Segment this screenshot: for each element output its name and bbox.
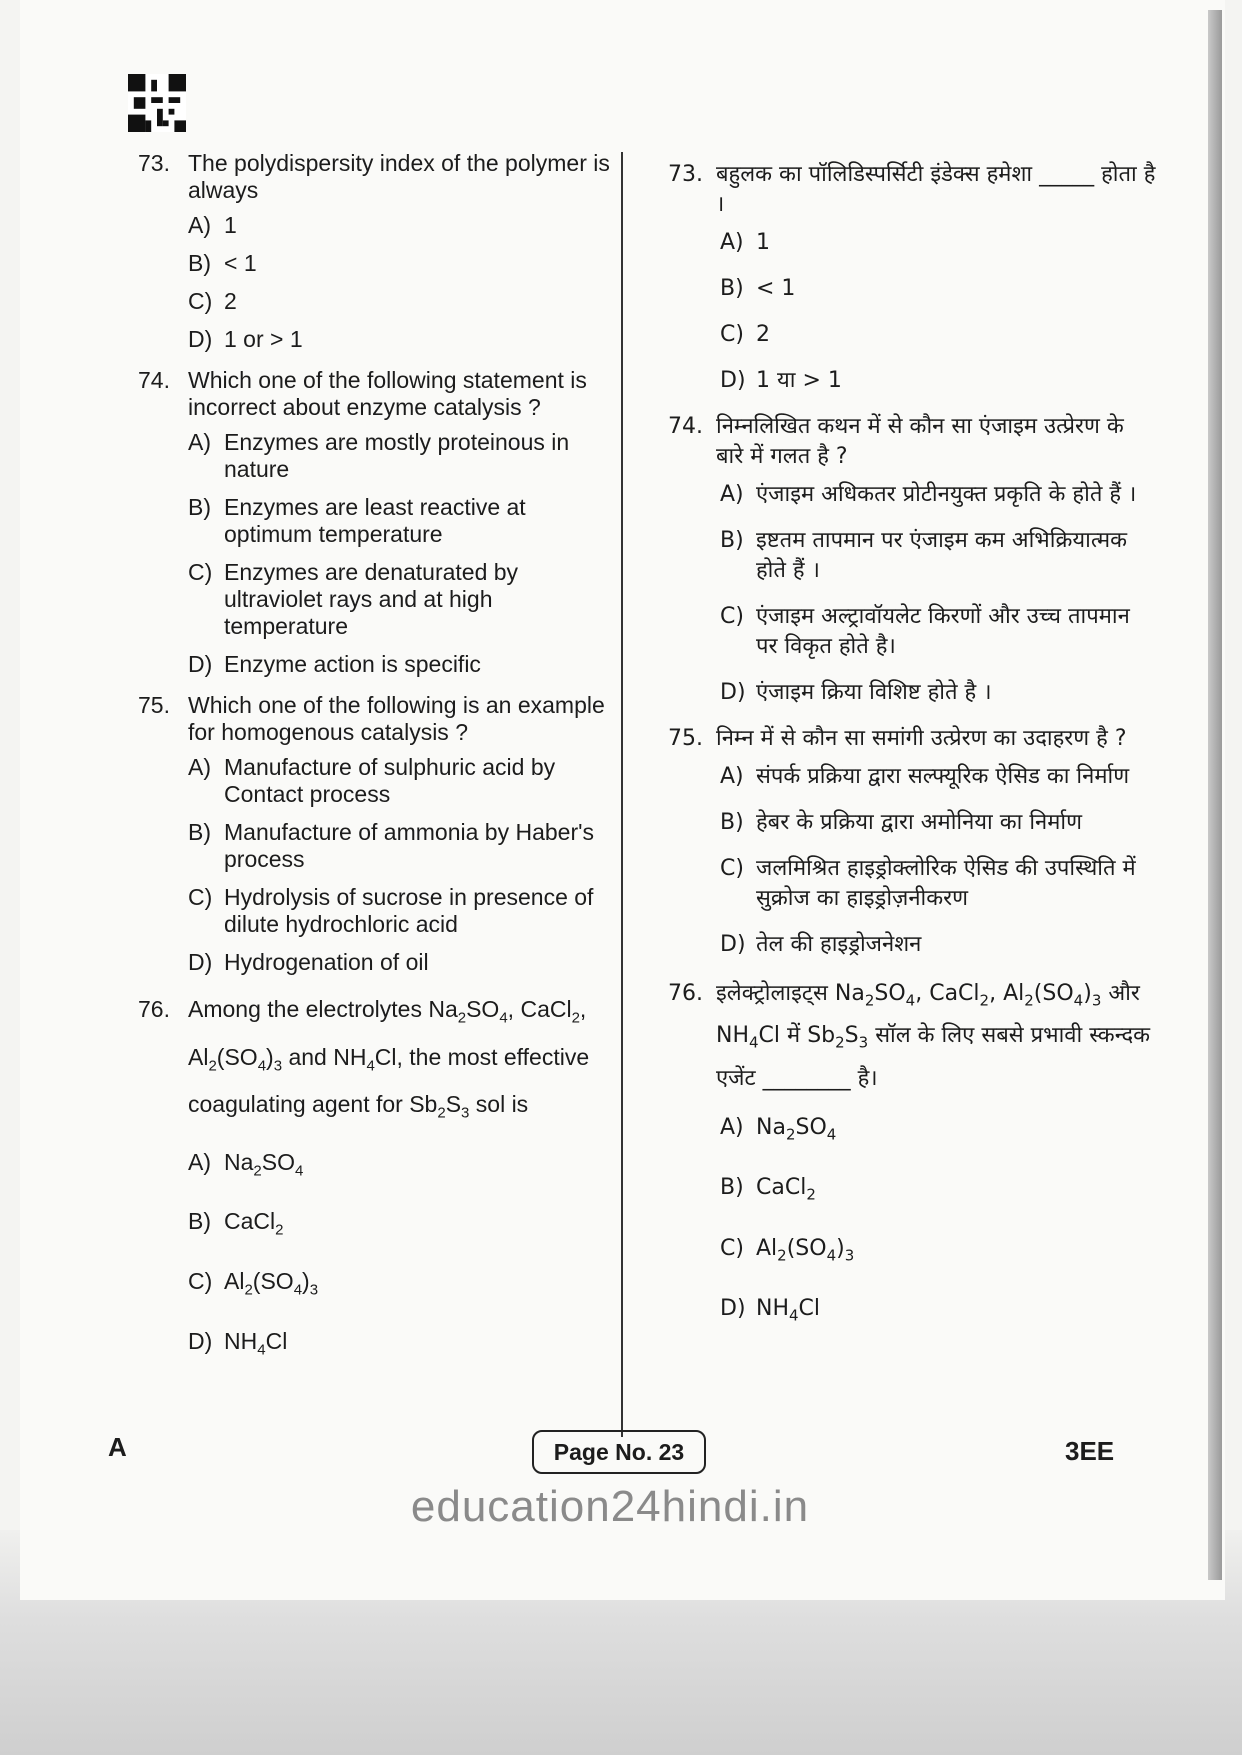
option-text: हेबर के प्रक्रिया द्वारा अमोनिया का निर्माण <box>756 810 1083 835</box>
option-text: इष्टतम तापमान पर एंजाइम कम अभिक्रियात्मक होते हैं । <box>756 528 1128 583</box>
option-letter: C) <box>188 559 213 585</box>
formula-cacl2: CaCl$_2$ <box>756 1175 816 1204</box>
option-d <box>720 678 1158 708</box>
question-text: The polydispersity index of the polymer is always <box>188 150 610 203</box>
formula-al2so43: $Al_2(SO_4)_3$ <box>1003 981 1102 1010</box>
option-d <box>188 326 618 353</box>
option-text: < 1 <box>224 250 257 276</box>
option-a <box>188 1149 618 1185</box>
option-a <box>188 212 618 239</box>
option-d <box>720 1294 1158 1330</box>
option-d <box>188 949 618 976</box>
option-text: तेल की हाइड्रोजनेशन <box>756 932 922 957</box>
question-74-hi <box>668 412 1158 708</box>
option-letter: C) <box>720 1235 744 1261</box>
question-text-part: सॉल के लिए सबसे प्रभावी स्कन्दक एजेंट ________ है। <box>716 1023 1151 1091</box>
option-c <box>720 854 1158 914</box>
option-b <box>720 808 1158 838</box>
question-text: Which one of the following is an example for homogenous catalysis ? <box>188 692 605 745</box>
option-letter: B) <box>720 810 744 835</box>
option-c <box>188 288 618 315</box>
option-text: Enzymes are least reactive at optimum temperature <box>224 494 526 547</box>
option-letter: A) <box>720 230 744 255</box>
formula-na2so4: $Na_2SO_4$ <box>834 981 916 1010</box>
formula-al2so43: $Al_2(SO_4)_3$ <box>188 1043 283 1075</box>
option-d <box>720 930 1158 960</box>
formula-cacl2: CaCl$_2$ <box>520 996 580 1027</box>
question-75-en <box>138 692 618 976</box>
question-text: Which one of the following statement is incorrect about enzyme catalysis ? <box>188 367 587 420</box>
option-letter: D) <box>188 1327 213 1354</box>
option-letter: B) <box>188 819 211 845</box>
question-number: 74. <box>138 367 170 393</box>
question-text-part: और <box>1108 981 1140 1006</box>
question-76-hi <box>668 976 1158 1330</box>
formula-nh4cl: $NH_4Cl$ <box>333 1043 397 1075</box>
option-d <box>188 651 618 678</box>
formula-nh4cl: $NH_4Cl$ <box>756 1295 821 1325</box>
formula-nh4cl: $NH_4Cl$ <box>716 1023 781 1052</box>
question-text: Among the electrolytes $Na_2SO_4$, CaCl$_2$, $Al_2(SO_4)_3$ and $NH_4Cl$, the most effective coagulating agent for $Sb_2S_3$ sol is <box>188 996 590 1122</box>
question-text-part: and <box>288 1043 327 1070</box>
qr-code-icon <box>128 74 186 132</box>
option-letter: B) <box>720 276 744 301</box>
option-letter: B) <box>720 528 744 553</box>
option-letter: D) <box>188 651 213 677</box>
formula-cacl2: CaCl$_2$ <box>929 981 990 1010</box>
option-text: संपर्क प्रक्रिया द्वारा सल्फ्यूरिक ऐसिड का निर्माण <box>756 764 1130 789</box>
option-letter: A) <box>188 1148 211 1175</box>
option-d <box>188 1328 618 1364</box>
option-b <box>720 526 1158 586</box>
option-letter: A) <box>720 1114 744 1140</box>
option-letter: C) <box>188 1267 213 1294</box>
question-text-part: इलेक्ट्रोलाइट्स <box>716 981 828 1006</box>
question-number: 76. <box>668 981 703 1006</box>
question-73-hi <box>668 160 1158 396</box>
option-letter: A) <box>720 764 744 789</box>
option-b <box>188 819 618 873</box>
paper-code: 3EE <box>1065 1436 1115 1466</box>
option-a <box>188 754 618 808</box>
option-b <box>188 1208 618 1244</box>
option-a <box>188 429 618 483</box>
option-letter: B) <box>188 1208 211 1235</box>
option-letter: C) <box>720 604 744 629</box>
question-number: 74. <box>668 414 703 439</box>
option-letter: A) <box>720 482 744 507</box>
option-text: < 1 <box>756 276 796 301</box>
option-b <box>188 494 618 548</box>
option-letter: D) <box>720 680 746 705</box>
option-text: Enzymes are mostly proteinous in nature <box>224 429 570 482</box>
option-letter: A) <box>188 429 211 455</box>
option-letter: B) <box>188 250 211 276</box>
option-letter: D) <box>720 932 746 957</box>
question-text: निम्नलिखित कथन में से कौन सा एंजाइम उत्प्रेरण के बारे में गलत है ? <box>716 414 1124 469</box>
option-text: एंजाइम क्रिया विशिष्ट होते है । <box>756 680 992 705</box>
question-74-en <box>138 367 618 678</box>
option-letter: C) <box>188 884 213 910</box>
page-number-box: Page No. 23 <box>532 1430 706 1474</box>
question-number: 73. <box>138 150 170 176</box>
option-letter: D) <box>188 326 213 352</box>
question-number: 75. <box>138 692 170 718</box>
option-b <box>720 1173 1158 1209</box>
option-letter: D) <box>720 1295 746 1321</box>
option-letter: C) <box>188 288 213 314</box>
option-letter: B) <box>188 494 211 520</box>
question-number: 73. <box>668 162 703 187</box>
option-text: 2 <box>224 288 237 314</box>
english-column <box>138 150 618 1387</box>
option-a <box>720 228 1158 258</box>
question-text-part: में <box>787 1023 801 1049</box>
question-text: निम्न में से कौन सा समांगी उत्प्रेरण का उदाहरण है ? <box>716 726 1127 751</box>
option-text: Enzymes are denaturated by ultraviolet rays and at high temperature <box>224 559 519 639</box>
option-text: 1 या > 1 <box>756 368 842 393</box>
option-text: 1 <box>756 230 770 255</box>
formula-al2so43: $Al_2(SO_4)_3$ <box>756 1235 855 1264</box>
formula-sb2s3: $Sb_2S_3$ <box>807 1023 869 1052</box>
column-divider <box>621 152 623 1437</box>
formula-na2so4: $Na_2SO_4$ <box>224 1148 304 1180</box>
option-letter: D) <box>720 368 746 393</box>
formula-sb2s3: $Sb_2S_3$ <box>409 1091 470 1122</box>
option-text: Enzyme action is specific <box>224 651 481 677</box>
question-75-hi <box>668 724 1158 960</box>
option-text: Manufacture of ammonia by Haber's process <box>224 819 595 872</box>
option-text: एंजाइम अधिकतर प्रोटीनयुक्त प्रकृति के होते हैं । <box>756 482 1137 507</box>
option-c <box>720 1234 1158 1270</box>
option-b <box>188 250 618 277</box>
option-text: 2 <box>756 322 770 347</box>
option-text: 1 or > 1 <box>224 326 303 352</box>
option-a <box>720 1113 1158 1149</box>
option-text: 1 <box>224 212 237 238</box>
question-73-en <box>138 150 618 353</box>
option-letter: A) <box>188 212 211 238</box>
option-c <box>188 884 618 938</box>
question-text-part: sol is <box>475 1091 529 1118</box>
option-letter: C) <box>720 322 744 347</box>
option-text: जलमिश्रित हाइड्रोक्लोरिक ऐसिड की उपस्थिति में सुक्रोज का हाइड्रोज़नीकरण <box>756 856 1136 911</box>
question-76-en <box>138 990 618 1363</box>
hindi-column <box>668 160 1158 1354</box>
option-text: Hydrogenation of oil <box>224 949 429 975</box>
option-d <box>720 366 1158 396</box>
question-text-part: , the most effective coagulating agent for <box>188 1043 590 1118</box>
watermark-text: education24hindi.in <box>410 1482 810 1531</box>
option-text: एंजाइम अल्ट्रावॉयलेट किरणों और उच्च तापमान पर विकृत होते है। <box>756 604 1130 659</box>
option-a <box>720 480 1158 510</box>
formula-al2so43: $Al_2(SO_4)_3$ <box>224 1267 319 1299</box>
option-letter: A) <box>188 754 211 780</box>
formula-nh4cl: $NH_4Cl$ <box>224 1327 288 1359</box>
option-text: Manufacture of sulphuric acid by Contact process <box>224 754 556 807</box>
option-letter: B) <box>720 1175 744 1201</box>
question-number: 75. <box>668 726 703 751</box>
option-letter: C) <box>720 856 744 881</box>
formula-na2so4: $Na_2SO_4$ <box>756 1114 837 1144</box>
question-number: 76. <box>138 996 170 1022</box>
formula-na2so4: $Na_2SO_4$ <box>428 996 508 1027</box>
question-text: इलेक्ट्रोलाइट्स $Na_2SO_4$, CaCl$_2$, $Al_2(SO_4)_3$ और $NH_4Cl$ में $Sb_2S_3$ सॉल के लिए सबसे प्रभावी स्कन्दक एजेंट ________ है। <box>716 981 1151 1091</box>
option-c <box>720 602 1158 662</box>
question-text-part: Among the electrolytes <box>188 996 422 1022</box>
option-text: Hydrolysis of sucrose in presence of dilute hydrochloric acid <box>224 884 594 937</box>
formula-cacl2: CaCl$_2$ <box>224 1208 284 1239</box>
page-edge <box>1208 10 1222 1580</box>
option-a <box>720 762 1158 792</box>
set-letter: A <box>108 1432 127 1462</box>
option-c <box>188 1268 618 1304</box>
question-text: बहुलक का पॉलिडिस्पर्सिटी इंडेक्स हमेशा _____ होता है । <box>716 162 1156 217</box>
option-c <box>720 320 1158 350</box>
option-letter: D) <box>188 949 213 975</box>
option-c <box>188 559 618 640</box>
option-b <box>720 274 1158 304</box>
